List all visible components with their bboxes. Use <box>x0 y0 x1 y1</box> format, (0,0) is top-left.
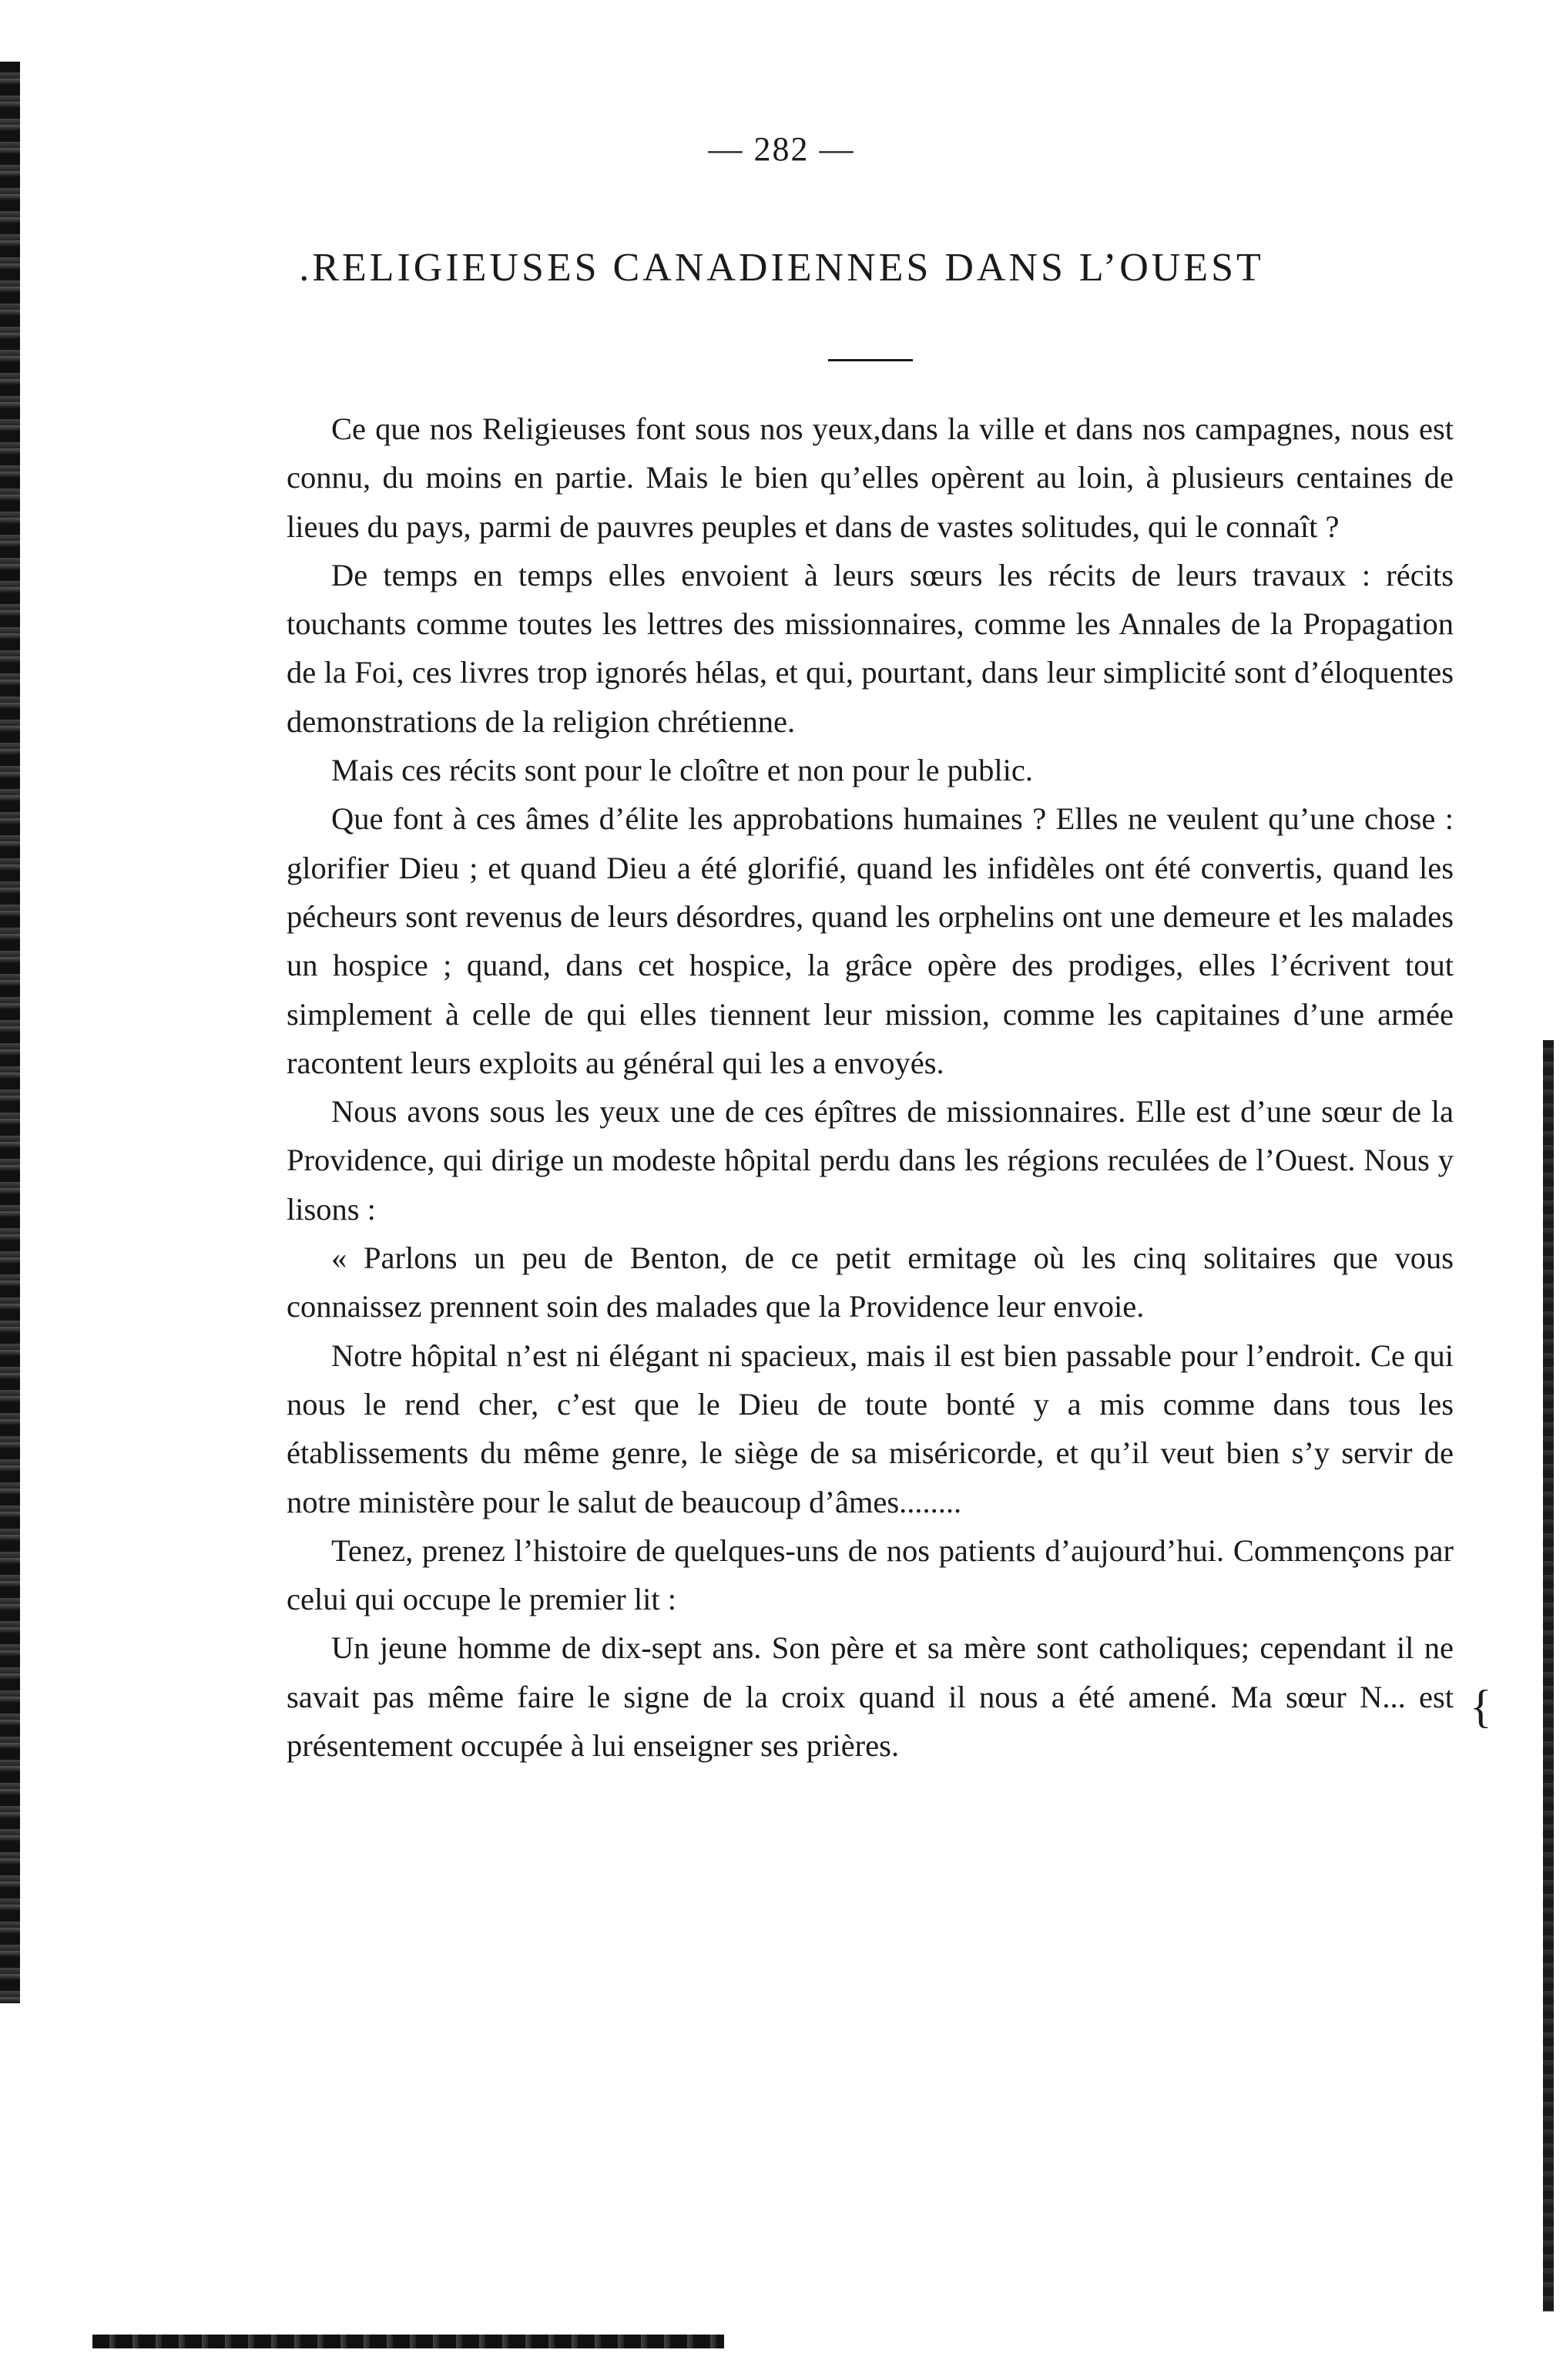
body-text <box>287 404 1454 1770</box>
right-scan-edge <box>1543 1040 1554 2311</box>
margin-brace: { <box>1470 1681 1492 1732</box>
paragraph: Tenez, prenez l’histoire de quelques-uns de nos patients d’aujourd’hui. Commençons par celui qui occupe le premier lit : <box>287 1532 1454 1617</box>
paragraph: Nous avons sous les yeux une de ces épîtres de missionnaires. Elle est d’une sœur de la Providence, qui dirige un modeste hôpital perdu dans les régions reculées de l’Ouest. Nous y lisons : <box>287 1094 1454 1227</box>
paragraph: Ce que nos Religieuses font sous nos yeux,dans la ville et dans nos campagnes, nous est connu, du moins en partie. Mais le bien qu’elles opèrent au loin, à plusieurs centaines de lieues du pays, parmi de pauvres peuples et dans de vastes solitudes, qui le connaît ? <box>287 411 1454 544</box>
page-number: — 282 — <box>708 130 855 168</box>
paragraph: Mais ces récits sont pour le cloître et non pour le public. <box>331 753 1034 788</box>
paragraph: De temps en temps elles envoient à leurs sœurs les récits de leurs travaux : récits touchants comme toutes les lettres des missionnaires, comme les Annales de la Propagation de la Foi, ces livres trop ignorés hélas, et qui, pourtant, dans leur simplicité sont d’éloquentes demonstrations de la religion chrétienne. <box>287 557 1454 739</box>
paragraph: « Parlons un peu de Benton, de ce petit ermitage où les cinq solitaires que vous connaissez prennent soin des malades que la Providence leur envoie. <box>287 1240 1454 1324</box>
page-title: .RELIGIEUSES CANADIENNES DANS L’OUEST <box>299 246 1264 290</box>
left-scan-edge <box>0 62 20 2003</box>
paragraph: Un jeune homme de dix-sept ans. Son père et sa mère sont catholiques; cependant il ne savait pas même faire le signe de la croix quand il nous a été amené. Ma sœur N... est présentement occupée à lui enseigner ses prières. <box>287 1630 1454 1764</box>
bottom-scan-edge <box>92 2335 724 2348</box>
paragraph: Notre hôpital n’est ni élégant ni spacieux, mais il est bien passable pour l’endroit. Ce qui nous le rend cher, c’est que le Dieu de toute bonté y a mis comme dans tous les établissements du même genre, le siège de sa miséricorde, et qu’il veut bien s’y servir de notre ministère pour le salut de beaucoup d’âmes........ <box>287 1338 1454 1519</box>
paragraph: Que font à ces âmes d’élite les approbations humaines ? Elles ne veulent qu’une chose : glorifier Dieu ; et quand Dieu a été glorifié, quand les infidèles ont été convertis, quand les pécheurs sont revenus de leurs désordres, quand les orphelins ont une demeure et les malades un hospice ; quand, dans cet hospice, la grâce opère des prodiges, elles l’écrivent tout simplement à celle de qui elles tiennent leur mission, comme les capitaines d’une armée racontent leurs exploits au général qui les a envoyés. <box>287 801 1454 1080</box>
title-rule <box>828 359 913 361</box>
